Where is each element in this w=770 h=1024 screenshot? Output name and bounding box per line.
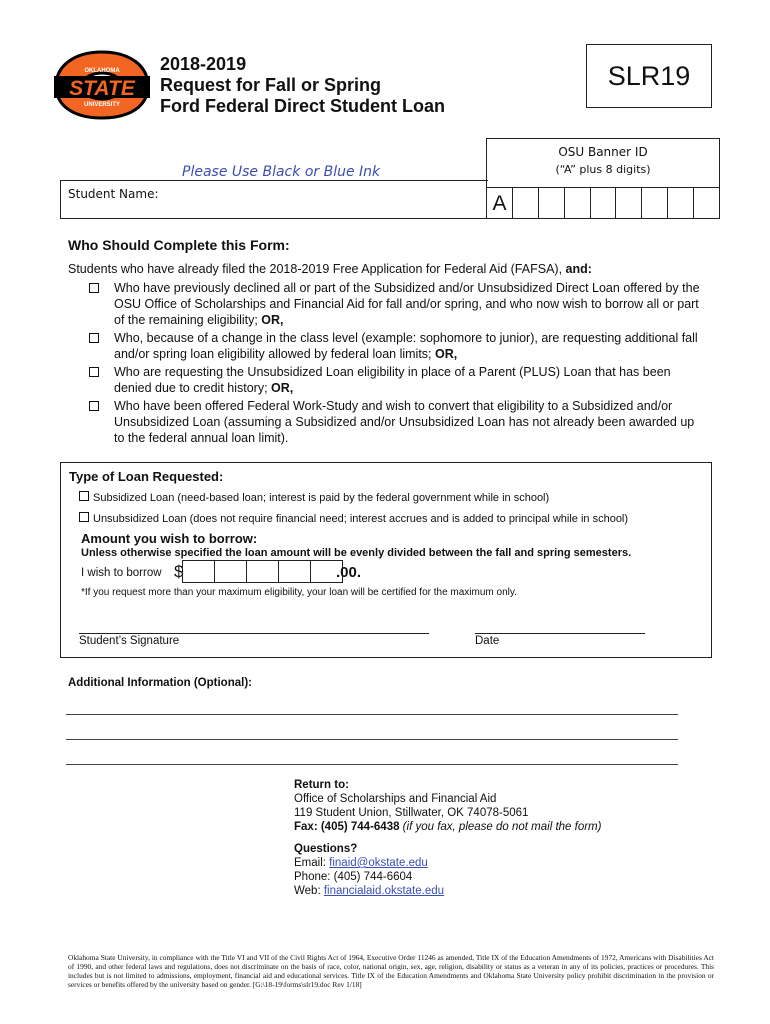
list-item: Who have previously declined all or part of the Subsidized and/or Unsubsidized Direct Loan offered by the OSU Office of Scholarships and Financial Aid for fall and/or spring, and who now wish to borrow all or part of the remaining eligibility; OR, [68,280,708,328]
form-title [160,54,445,117]
web-link[interactable]: financialaid.okstate.edu [323,885,445,897]
questions-heading: Questions? [294,843,358,855]
title-line2: Ford Federal Direct Student Loan [160,96,446,116]
checkbox[interactable] [79,512,89,522]
max-eligibility-note: *If you request more than your maximum eligibility, your loan will be certified for the maximum only. [81,587,517,598]
return-heading: Return to: [294,779,349,791]
amount-digit-cell[interactable] [215,560,247,583]
additional-info-heading: Additional Information (Optional): [68,677,252,689]
student-name-label: Student Name: [68,187,159,201]
return-address: 119 Student Union, Stillwater, OK 74078-5061 [294,807,529,819]
ink-note: Please Use Black or Blue Ink [182,164,381,180]
form-year: 2018-2019 [160,54,247,74]
checkbox[interactable] [79,491,89,501]
banner-id-cell[interactable] [642,188,668,219]
list-item: Who have been offered Federal Work-Study and wish to convert that eligibility to a Subsidized and/or Unsubsidized Loan (assuming a Subsidized and/or Unsubsidized Loan has not already been awarded up to the federal annual loan limit). [68,398,708,446]
dollar-sign: $ [174,562,184,581]
amount-note: Unless otherwise specified the loan amount will be evenly divided between the fall and spring semesters. [81,547,632,559]
banner-id-cell[interactable] [513,188,539,219]
title-line1: Request for Fall or Spring [160,75,382,95]
email-link[interactable]: finaid@okstate.edu [329,857,428,869]
loan-type-heading: Type of Loan Requested: [69,469,224,484]
amount-digit-cell[interactable] [182,560,215,583]
who-heading: Who Should Complete this Form: [68,237,290,253]
return-info [294,778,601,898]
contact-web: Web: financialaid.okstate.edu [294,885,445,897]
who-list [68,280,708,448]
loan-request-box [60,462,712,658]
list-item: Who, because of a change in the class level (example: sophomore to junior), are requesting additional fall and/or spring loan eligibility allowed by federal loan limits; OR, [68,330,708,362]
borrow-label: I wish to borrow [81,567,162,579]
banner-id-cells [487,187,719,219]
contact-phone: Phone: (405) 744-6604 [294,871,413,883]
banner-id-cell[interactable] [668,188,694,219]
signature-label: Student’s Signature [79,635,180,647]
signature-line[interactable] [79,633,429,634]
amount-heading: Amount you wish to borrow: [81,531,258,546]
additional-info-line[interactable] [66,714,678,715]
banner-id-cell[interactable] [616,188,642,219]
banner-id-cell[interactable] [565,188,591,219]
logo-line1: OKLAHOMA [84,68,120,74]
amount-digit-cell[interactable] [279,560,311,583]
date-label: Date [475,635,500,647]
logo-line3: UNIVERSITY [83,102,121,108]
osu-logo [52,50,152,120]
banner-id-cell: A [487,188,513,219]
banner-id-hint: (“A” plus 8 digits) [555,163,651,176]
logo-line2: STATE [69,77,135,100]
who-intro: Students who have already filed the 2018-2019 Free Application for Federal Aid (FAFSA), and: [68,262,592,276]
amount-digit-cell[interactable] [247,560,279,583]
additional-info-line[interactable] [66,739,678,740]
list-item: Who are requesting the Unsubsidized Loan eligibility in place of a Parent (PLUS) Loan that has been denied due to credit history; OR, [68,364,708,396]
banner-id-box [486,138,720,219]
checkbox[interactable] [89,283,99,293]
banner-id-label: OSU Banner ID [558,145,648,159]
return-fax: Fax: (405) 744-6438 (if you fax, please do not mail the form) [294,821,602,833]
checkbox[interactable] [89,333,99,343]
contact-email: Email: finaid@okstate.edu [294,857,428,869]
nondiscrimination-footer: Oklahoma State University, in compliance with the Title VI and VII of the Civil Rights Act of 1964, Executive Order 11246 as amended, Title IX of the Education Amendments of 1972, Americans with Disabilities Act of 1990, and other federal laws and regulations, does not discriminate on the basis of race, color, national origin, sex, age, religion, disability or status as a veteran in any of its policies, practices or procedures. This includes but is not limited to admissions, employment, financial aid and educational services. Title IX of the Education Amendments and Oklahoma State University policy prohibit discrimination in the provision or services or benefits offered by the university based on gender. [G:\18-19\forms\slr19.doc Rev 1/18] [68,953,714,989]
banner-id-cell[interactable] [591,188,617,219]
amount-input[interactable] [182,560,343,583]
banner-id-cell[interactable] [539,188,565,219]
form-id-box: SLR19 [586,44,712,108]
return-office: Office of Scholarships and Financial Aid [294,793,497,805]
unsubsidized-option[interactable]: Unsubsidized Loan (does not require financial need; interest accrues and is added to principal while in school) [79,512,628,525]
additional-info-line[interactable] [66,764,678,765]
student-name-field[interactable] [60,180,488,219]
date-line[interactable] [475,633,645,634]
checkbox[interactable] [89,367,99,377]
subsidized-option[interactable]: Subsidized Loan (need-based loan; interest is paid by the federal government while in school) [79,491,549,504]
checkbox[interactable] [89,401,99,411]
banner-id-cell[interactable] [694,188,719,219]
amount-cents: .00. [336,564,362,581]
